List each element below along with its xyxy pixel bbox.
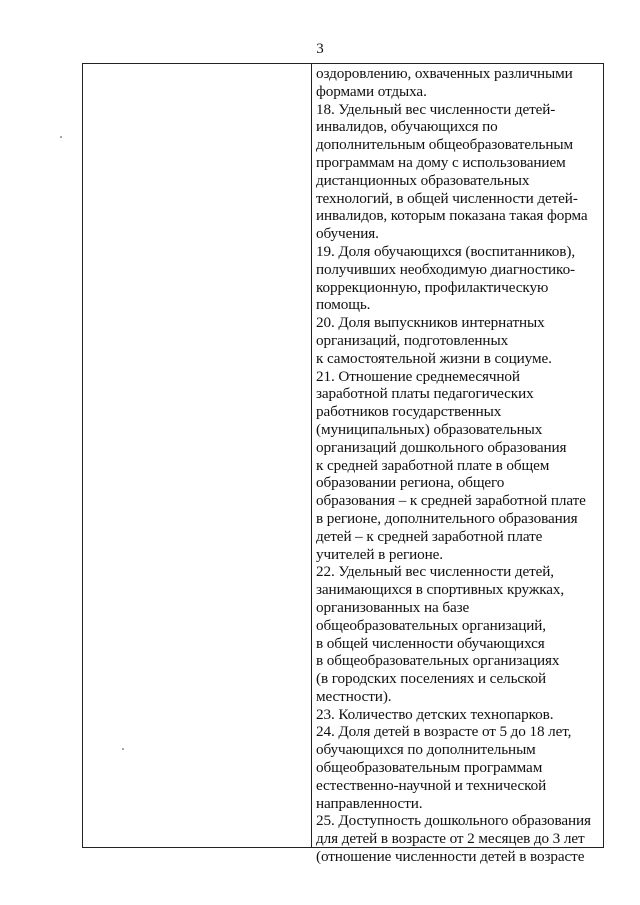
list-item: 24. Доля детей в возрасте от 5 до 18 лет, обучающихся по дополнительным общеобразовательным программам естественно-научной и технической направленности.	[316, 723, 572, 812]
page-number: 3	[316, 41, 324, 57]
list-item: оздоровлению, охваченных различными формами отдыха.	[316, 65, 573, 100]
list-item: 22. Удельный вес численности детей, занимающихся в спортивных кружках, организованных на базе общеобразовательных организаций, в общей численности обучающихся в общеобразовательных организациях (в городских поселениях и сельской местности).	[316, 563, 565, 705]
scan-artifact	[60, 136, 62, 138]
list-item: 21. Отношение среднемесячной заработной платы педагогических работников государственных (муниципальных) образовательных организаций дошкольного образования к средней заработной плате в общем образовании региона, общего образования – к средней заработной плате в регионе, дополнительного образования детей – к средней заработной плате учителей в регионе.	[316, 367, 586, 563]
list-item: 20. Доля выпускников интернатных организаций, подготовленных к самостоятельной жизни в социуме.	[316, 314, 552, 367]
table-right-column	[312, 64, 603, 866]
scan-artifact	[122, 748, 124, 750]
list-item: 18. Удельный вес численности детей- инвалидов, обучающихся по дополнительным общеобразовательным программам на дому с использованием дистанционных образовательных технологий, в общей численности детей- инвалидов, которым показана такая форма обучения.	[316, 100, 588, 243]
table-left-column	[83, 64, 312, 847]
list-item: 25. Доступность дошкольного образования для детей в возрасте от 2 месяцев до 3 лет (отношение численности детей в возрасте	[316, 812, 591, 866]
document-table	[82, 63, 604, 866]
list-item: 19. Доля обучающихся (воспитанников), получивших необходимую диагностико- коррекционную, профилактическую помощь.	[316, 242, 576, 314]
list-item: 23. Количество детских технопарков.	[316, 705, 554, 723]
